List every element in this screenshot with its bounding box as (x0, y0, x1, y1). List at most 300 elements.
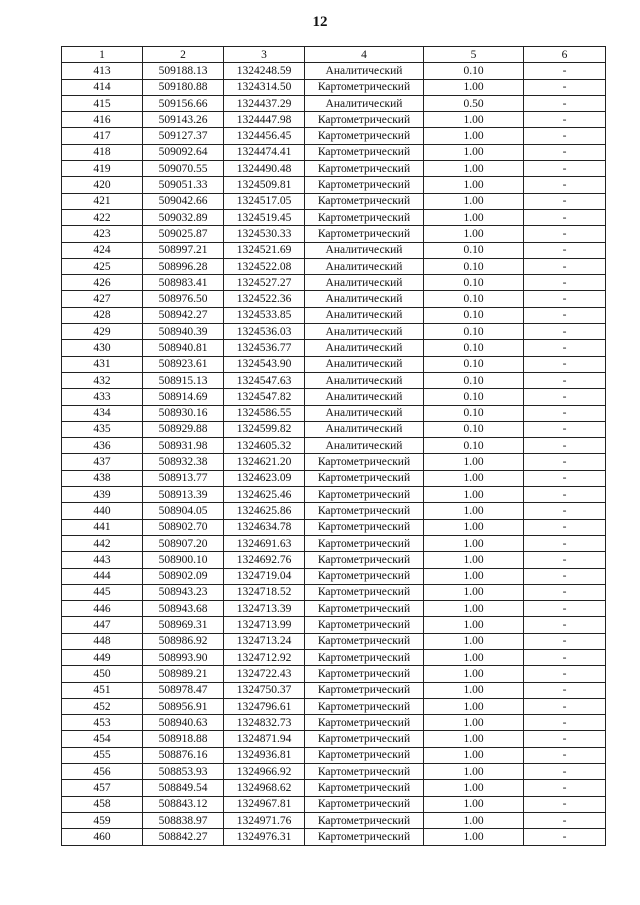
note-cell: - (524, 715, 606, 731)
point-number-cell: 415 (62, 95, 143, 111)
y-coordinate-cell: 1324456.45 (224, 128, 305, 144)
accuracy-cell: 1.00 (424, 568, 524, 584)
note-cell: - (524, 454, 606, 470)
method-cell: Картометрический (305, 535, 424, 551)
y-coordinate-cell: 1324605.32 (224, 438, 305, 454)
method-cell: Картометрический (305, 584, 424, 600)
accuracy-cell: 0.10 (424, 63, 524, 79)
note-cell: - (524, 535, 606, 551)
accuracy-cell: 1.00 (424, 487, 524, 503)
accuracy-cell: 1.00 (424, 470, 524, 486)
x-coordinate-cell: 508853.93 (143, 764, 224, 780)
method-cell: Аналитический (305, 242, 424, 258)
accuracy-cell: 0.10 (424, 291, 524, 307)
x-coordinate-cell: 508932.38 (143, 454, 224, 470)
method-cell: Картометрический (305, 128, 424, 144)
point-number-cell: 449 (62, 649, 143, 665)
x-coordinate-cell: 508989.21 (143, 666, 224, 682)
accuracy-cell: 1.00 (424, 617, 524, 633)
table-row (62, 764, 606, 780)
y-coordinate-cell: 1324521.69 (224, 242, 305, 258)
x-coordinate-cell: 508876.16 (143, 747, 224, 763)
note-cell: - (524, 503, 606, 519)
note-cell: - (524, 193, 606, 209)
method-cell: Аналитический (305, 372, 424, 388)
y-coordinate-cell: 1324517.05 (224, 193, 305, 209)
note-cell: - (524, 161, 606, 177)
x-coordinate-cell: 508918.88 (143, 731, 224, 747)
y-coordinate-cell: 1324692.76 (224, 552, 305, 568)
note-cell: - (524, 519, 606, 535)
point-number-cell: 457 (62, 780, 143, 796)
x-coordinate-cell: 508930.16 (143, 405, 224, 421)
table-row (62, 682, 606, 698)
table-header-row (62, 47, 606, 63)
point-number-cell: 453 (62, 715, 143, 731)
point-number-cell: 450 (62, 666, 143, 682)
note-cell: - (524, 389, 606, 405)
page-number: 12 (312, 14, 328, 30)
method-cell: Картометрический (305, 764, 424, 780)
x-coordinate-cell: 508915.13 (143, 372, 224, 388)
x-coordinate-cell: 508996.28 (143, 258, 224, 274)
x-coordinate-cell: 509180.88 (143, 79, 224, 95)
accuracy-cell: 1.00 (424, 682, 524, 698)
x-coordinate-cell: 508956.91 (143, 698, 224, 714)
note-cell: - (524, 209, 606, 225)
accuracy-cell: 1.00 (424, 519, 524, 535)
point-number-cell: 447 (62, 617, 143, 633)
accuracy-cell: 1.00 (424, 649, 524, 665)
y-coordinate-cell: 1324976.31 (224, 829, 305, 845)
table-row (62, 731, 606, 747)
method-cell: Картометрический (305, 731, 424, 747)
table-row (62, 340, 606, 356)
y-coordinate-cell: 1324634.78 (224, 519, 305, 535)
y-coordinate-cell: 1324871.94 (224, 731, 305, 747)
column-header: 5 (424, 47, 524, 63)
y-coordinate-cell: 1324522.36 (224, 291, 305, 307)
accuracy-cell: 1.00 (424, 747, 524, 763)
table-row (62, 649, 606, 665)
note-cell: - (524, 552, 606, 568)
table-row (62, 95, 606, 111)
note-cell: - (524, 747, 606, 763)
table-row (62, 812, 606, 828)
method-cell: Картометрический (305, 715, 424, 731)
column-header: 6 (524, 47, 606, 63)
accuracy-cell: 1.00 (424, 128, 524, 144)
method-cell: Картометрический (305, 829, 424, 845)
point-number-cell: 460 (62, 829, 143, 845)
accuracy-cell: 0.10 (424, 389, 524, 405)
note-cell: - (524, 682, 606, 698)
accuracy-cell: 1.00 (424, 209, 524, 225)
accuracy-cell: 1.00 (424, 503, 524, 519)
x-coordinate-cell: 508976.50 (143, 291, 224, 307)
point-number-cell: 433 (62, 389, 143, 405)
y-coordinate-cell: 1324971.76 (224, 812, 305, 828)
y-coordinate-cell: 1324586.55 (224, 405, 305, 421)
note-cell: - (524, 177, 606, 193)
x-coordinate-cell: 508900.10 (143, 552, 224, 568)
method-cell: Аналитический (305, 438, 424, 454)
note-cell: - (524, 731, 606, 747)
accuracy-cell: 1.00 (424, 633, 524, 649)
table-row (62, 666, 606, 682)
point-number-cell: 438 (62, 470, 143, 486)
method-cell: Картометрический (305, 519, 424, 535)
point-number-cell: 417 (62, 128, 143, 144)
accuracy-cell: 1.00 (424, 112, 524, 128)
point-number-cell: 420 (62, 177, 143, 193)
method-cell: Картометрический (305, 552, 424, 568)
method-cell: Аналитический (305, 95, 424, 111)
method-cell: Картометрический (305, 193, 424, 209)
accuracy-cell: 0.10 (424, 405, 524, 421)
accuracy-cell: 1.00 (424, 226, 524, 242)
accuracy-cell: 1.00 (424, 584, 524, 600)
y-coordinate-cell: 1324967.81 (224, 796, 305, 812)
point-number-cell: 458 (62, 796, 143, 812)
table-row (62, 177, 606, 193)
point-number-cell: 435 (62, 421, 143, 437)
accuracy-cell: 0.10 (424, 258, 524, 274)
note-cell: - (524, 568, 606, 584)
x-coordinate-cell: 508940.63 (143, 715, 224, 731)
method-cell: Картометрический (305, 698, 424, 714)
x-coordinate-cell: 508929.88 (143, 421, 224, 437)
table-row (62, 568, 606, 584)
y-coordinate-cell: 1324718.52 (224, 584, 305, 600)
accuracy-cell: 1.00 (424, 829, 524, 845)
point-number-cell: 451 (62, 682, 143, 698)
y-coordinate-cell: 1324712.92 (224, 649, 305, 665)
x-coordinate-cell: 509156.66 (143, 95, 224, 111)
y-coordinate-cell: 1324536.03 (224, 324, 305, 340)
table-row (62, 519, 606, 535)
point-number-cell: 416 (62, 112, 143, 128)
method-cell: Аналитический (305, 356, 424, 372)
x-coordinate-cell: 509032.89 (143, 209, 224, 225)
y-coordinate-cell: 1324719.04 (224, 568, 305, 584)
table-row (62, 226, 606, 242)
note-cell: - (524, 112, 606, 128)
point-number-cell: 425 (62, 258, 143, 274)
accuracy-cell: 0.10 (424, 372, 524, 388)
table-row (62, 438, 606, 454)
accuracy-cell: 1.00 (424, 698, 524, 714)
method-cell: Картометрический (305, 796, 424, 812)
note-cell: - (524, 79, 606, 95)
accuracy-cell: 1.00 (424, 79, 524, 95)
table-row (62, 780, 606, 796)
y-coordinate-cell: 1324625.46 (224, 487, 305, 503)
note-cell: - (524, 372, 606, 388)
x-coordinate-cell: 508913.77 (143, 470, 224, 486)
y-coordinate-cell: 1324447.98 (224, 112, 305, 128)
method-cell: Аналитический (305, 258, 424, 274)
accuracy-cell: 0.50 (424, 95, 524, 111)
method-cell: Картометрический (305, 682, 424, 698)
table-row (62, 79, 606, 95)
table-row (62, 535, 606, 551)
point-number-cell: 441 (62, 519, 143, 535)
table-row (62, 829, 606, 845)
point-number-cell: 444 (62, 568, 143, 584)
note-cell: - (524, 796, 606, 812)
x-coordinate-cell: 508983.41 (143, 275, 224, 291)
x-coordinate-cell: 508931.98 (143, 438, 224, 454)
y-coordinate-cell: 1324536.77 (224, 340, 305, 356)
x-coordinate-cell: 509092.64 (143, 144, 224, 160)
x-coordinate-cell: 508923.61 (143, 356, 224, 372)
table-row (62, 633, 606, 649)
x-coordinate-cell: 509143.26 (143, 112, 224, 128)
accuracy-cell: 0.10 (424, 242, 524, 258)
y-coordinate-cell: 1324796.61 (224, 698, 305, 714)
y-coordinate-cell: 1324519.45 (224, 209, 305, 225)
note-cell: - (524, 340, 606, 356)
accuracy-cell: 0.10 (424, 340, 524, 356)
table-row (62, 796, 606, 812)
accuracy-cell: 1.00 (424, 535, 524, 551)
point-number-cell: 456 (62, 764, 143, 780)
method-cell: Картометрический (305, 226, 424, 242)
table-row (62, 258, 606, 274)
y-coordinate-cell: 1324722.43 (224, 666, 305, 682)
table-row (62, 324, 606, 340)
accuracy-cell: 1.00 (424, 666, 524, 682)
note-cell: - (524, 324, 606, 340)
x-coordinate-cell: 508902.09 (143, 568, 224, 584)
coordinates-table (61, 46, 606, 846)
method-cell: Картометрический (305, 633, 424, 649)
y-coordinate-cell: 1324474.41 (224, 144, 305, 160)
note-cell: - (524, 95, 606, 111)
accuracy-cell: 1.00 (424, 601, 524, 617)
x-coordinate-cell: 509188.13 (143, 63, 224, 79)
table-row (62, 421, 606, 437)
accuracy-cell: 1.00 (424, 812, 524, 828)
table-row (62, 193, 606, 209)
note-cell: - (524, 829, 606, 845)
point-number-cell: 426 (62, 275, 143, 291)
method-cell: Картометрический (305, 112, 424, 128)
method-cell: Аналитический (305, 324, 424, 340)
table-row (62, 372, 606, 388)
note-cell: - (524, 584, 606, 600)
x-coordinate-cell: 508913.39 (143, 487, 224, 503)
table-row (62, 715, 606, 731)
note-cell: - (524, 487, 606, 503)
x-coordinate-cell: 508969.31 (143, 617, 224, 633)
note-cell: - (524, 617, 606, 633)
note-cell: - (524, 242, 606, 258)
point-number-cell: 446 (62, 601, 143, 617)
y-coordinate-cell: 1324966.92 (224, 764, 305, 780)
point-number-cell: 422 (62, 209, 143, 225)
x-coordinate-cell: 508940.81 (143, 340, 224, 356)
note-cell: - (524, 438, 606, 454)
y-coordinate-cell: 1324547.63 (224, 372, 305, 388)
y-coordinate-cell: 1324713.99 (224, 617, 305, 633)
x-coordinate-cell: 508978.47 (143, 682, 224, 698)
table-row (62, 161, 606, 177)
note-cell: - (524, 405, 606, 421)
accuracy-cell: 1.00 (424, 161, 524, 177)
y-coordinate-cell: 1324968.62 (224, 780, 305, 796)
note-cell: - (524, 144, 606, 160)
point-number-cell: 439 (62, 487, 143, 503)
note-cell: - (524, 666, 606, 682)
table-row (62, 601, 606, 617)
accuracy-cell: 1.00 (424, 715, 524, 731)
x-coordinate-cell: 508849.54 (143, 780, 224, 796)
point-number-cell: 436 (62, 438, 143, 454)
note-cell: - (524, 649, 606, 665)
accuracy-cell: 1.00 (424, 552, 524, 568)
point-number-cell: 424 (62, 242, 143, 258)
note-cell: - (524, 258, 606, 274)
table-row (62, 617, 606, 633)
accuracy-cell: 1.00 (424, 144, 524, 160)
method-cell: Картометрический (305, 568, 424, 584)
x-coordinate-cell: 508993.90 (143, 649, 224, 665)
note-cell: - (524, 275, 606, 291)
table-row (62, 698, 606, 714)
note-cell: - (524, 291, 606, 307)
note-cell: - (524, 307, 606, 323)
accuracy-cell: 0.10 (424, 307, 524, 323)
table-row (62, 307, 606, 323)
x-coordinate-cell: 508904.05 (143, 503, 224, 519)
accuracy-cell: 0.10 (424, 438, 524, 454)
y-coordinate-cell: 1324625.86 (224, 503, 305, 519)
method-cell: Картометрический (305, 747, 424, 763)
x-coordinate-cell: 508940.39 (143, 324, 224, 340)
method-cell: Аналитический (305, 340, 424, 356)
point-number-cell: 448 (62, 633, 143, 649)
x-coordinate-cell: 509025.87 (143, 226, 224, 242)
note-cell: - (524, 764, 606, 780)
method-cell: Картометрический (305, 470, 424, 486)
method-cell: Картометрический (305, 649, 424, 665)
note-cell: - (524, 812, 606, 828)
column-header: 2 (143, 47, 224, 63)
point-number-cell: 459 (62, 812, 143, 828)
method-cell: Аналитический (305, 421, 424, 437)
table-row (62, 356, 606, 372)
method-cell: Картометрический (305, 601, 424, 617)
x-coordinate-cell: 508986.92 (143, 633, 224, 649)
accuracy-cell: 1.00 (424, 780, 524, 796)
y-coordinate-cell: 1324533.85 (224, 307, 305, 323)
y-coordinate-cell: 1324547.82 (224, 389, 305, 405)
point-number-cell: 418 (62, 144, 143, 160)
accuracy-cell: 0.10 (424, 421, 524, 437)
y-coordinate-cell: 1324599.82 (224, 421, 305, 437)
point-number-cell: 434 (62, 405, 143, 421)
point-number-cell: 430 (62, 340, 143, 356)
accuracy-cell: 0.10 (424, 324, 524, 340)
table-row (62, 552, 606, 568)
y-coordinate-cell: 1324543.90 (224, 356, 305, 372)
x-coordinate-cell: 508838.97 (143, 812, 224, 828)
method-cell: Картометрический (305, 161, 424, 177)
accuracy-cell: 0.10 (424, 356, 524, 372)
method-cell: Аналитический (305, 389, 424, 405)
accuracy-cell: 1.00 (424, 193, 524, 209)
column-header: 4 (305, 47, 424, 63)
y-coordinate-cell: 1324314.50 (224, 79, 305, 95)
point-number-cell: 413 (62, 63, 143, 79)
point-number-cell: 429 (62, 324, 143, 340)
method-cell: Картометрический (305, 812, 424, 828)
y-coordinate-cell: 1324248.59 (224, 63, 305, 79)
method-cell: Картометрический (305, 666, 424, 682)
y-coordinate-cell: 1324527.27 (224, 275, 305, 291)
accuracy-cell: 1.00 (424, 731, 524, 747)
accuracy-cell: 0.10 (424, 275, 524, 291)
note-cell: - (524, 601, 606, 617)
accuracy-cell: 1.00 (424, 796, 524, 812)
x-coordinate-cell: 508943.68 (143, 601, 224, 617)
method-cell: Аналитический (305, 275, 424, 291)
table-row (62, 470, 606, 486)
method-cell: Картометрический (305, 79, 424, 95)
point-number-cell: 445 (62, 584, 143, 600)
point-number-cell: 455 (62, 747, 143, 763)
x-coordinate-cell: 508997.21 (143, 242, 224, 258)
note-cell: - (524, 128, 606, 144)
point-number-cell: 437 (62, 454, 143, 470)
table-row (62, 389, 606, 405)
note-cell: - (524, 421, 606, 437)
y-coordinate-cell: 1324490.48 (224, 161, 305, 177)
y-coordinate-cell: 1324621.20 (224, 454, 305, 470)
table-body (62, 63, 606, 845)
method-cell: Аналитический (305, 63, 424, 79)
method-cell: Картометрический (305, 487, 424, 503)
method-cell: Аналитический (305, 291, 424, 307)
table-row (62, 405, 606, 421)
point-number-cell: 454 (62, 731, 143, 747)
point-number-cell: 431 (62, 356, 143, 372)
x-coordinate-cell: 508842.27 (143, 829, 224, 845)
point-number-cell: 427 (62, 291, 143, 307)
table-row (62, 128, 606, 144)
y-coordinate-cell: 1324713.24 (224, 633, 305, 649)
point-number-cell: 421 (62, 193, 143, 209)
note-cell: - (524, 356, 606, 372)
y-coordinate-cell: 1324437.29 (224, 95, 305, 111)
accuracy-cell: 1.00 (424, 764, 524, 780)
table-row (62, 275, 606, 291)
table-row (62, 63, 606, 79)
y-coordinate-cell: 1324530.33 (224, 226, 305, 242)
y-coordinate-cell: 1324623.09 (224, 470, 305, 486)
table-row (62, 242, 606, 258)
point-number-cell: 428 (62, 307, 143, 323)
column-header: 1 (62, 47, 143, 63)
point-number-cell: 423 (62, 226, 143, 242)
table-row (62, 291, 606, 307)
table-row (62, 209, 606, 225)
table-row (62, 487, 606, 503)
point-number-cell: 432 (62, 372, 143, 388)
method-cell: Картометрический (305, 454, 424, 470)
